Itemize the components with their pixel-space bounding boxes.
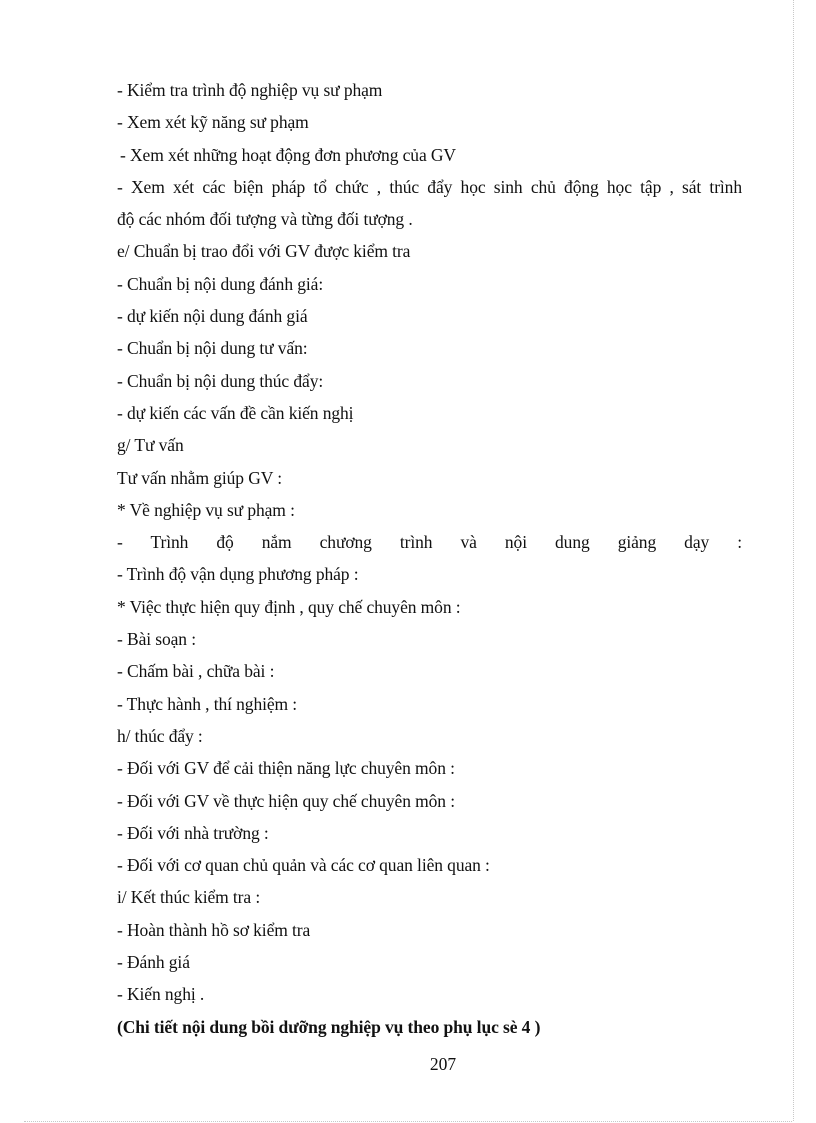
text-line: - Hoàn thành hồ sơ kiểm tra [117,919,311,940]
section-heading-e: e/ Chuẩn bị trao đổi với GV được kiểm tra [117,241,411,262]
section-heading-h: h/ thúc đẩy : [117,725,203,746]
text-line: - Chuẩn bị nội dung tư vấn: [117,338,308,359]
text-line: - Kiểm tra trình độ nghiệp vụ sư phạm [117,80,383,100]
page-margin-guide-right [793,0,794,1121]
text-line: - Xem xét những hoạt động đơn phương của GV [120,144,456,165]
text-line: - Chấm bài , chữa bài : [117,661,275,682]
text-line: - Đánh giá [117,952,190,973]
text-line: - Xem xét kỹ năng sư phạm [117,112,309,133]
section-heading-i: i/ Kết thúc kiểm tra : [117,887,261,908]
text-line: - dự kiến các vấn đề cần kiến nghị [117,402,354,423]
text-line: - Đối với GV về thực hiện quy chế chuyên môn : [117,790,455,811]
page-margin-guide-bottom [24,1121,792,1122]
section-heading-g: g/ Tư vấn [117,435,184,456]
text-line: * Việc thực hiện quy định , quy chế chuyên môn : [117,596,461,617]
appendix-note: (Chi tiết nội dung bồi dưỡng nghiệp vụ theo phụ lục sè 4 ) [117,1016,541,1037]
document-body [117,74,742,1043]
text-line: * Về nghiệp vụ sư phạm : [117,499,295,520]
text-line: - Thực hành , thí nghiệm : [117,693,298,714]
text-line: - Trình độ vận dụng phương pháp : [117,564,359,585]
text-line: - Chuẩn bị nội dung thúc đẩy: [117,370,324,391]
page-number: 207 [429,1054,457,1074]
text-line: - dự kiến nội dung đánh giá [117,306,308,327]
text-line: - Chuẩn bị nội dung đánh giá: [117,273,324,294]
text-line: - Đối với nhà trường : [117,822,269,843]
text-line: - Đối với cơ quan chủ quản và các cơ quan liên quan : [117,855,490,876]
text-line: - Xem xét các biện pháp tổ chức , thúc đẩy học sinh chủ động học tập , sát trình [117,176,742,197]
text-line: - Đối với GV để cải thiện năng lực chuyên môn : [117,758,455,779]
text-line: - Trình độ nắm chương trình và nội dung giảng dạy : [117,532,742,553]
text-line: - Bài soạn : [117,629,196,650]
text-line: - Kiến nghị . [117,984,205,1005]
text-line: độ các nhóm đối tượng và từng đối tượng . [117,209,413,230]
text-line: Tư vấn nhằm giúp GV : [117,467,283,488]
